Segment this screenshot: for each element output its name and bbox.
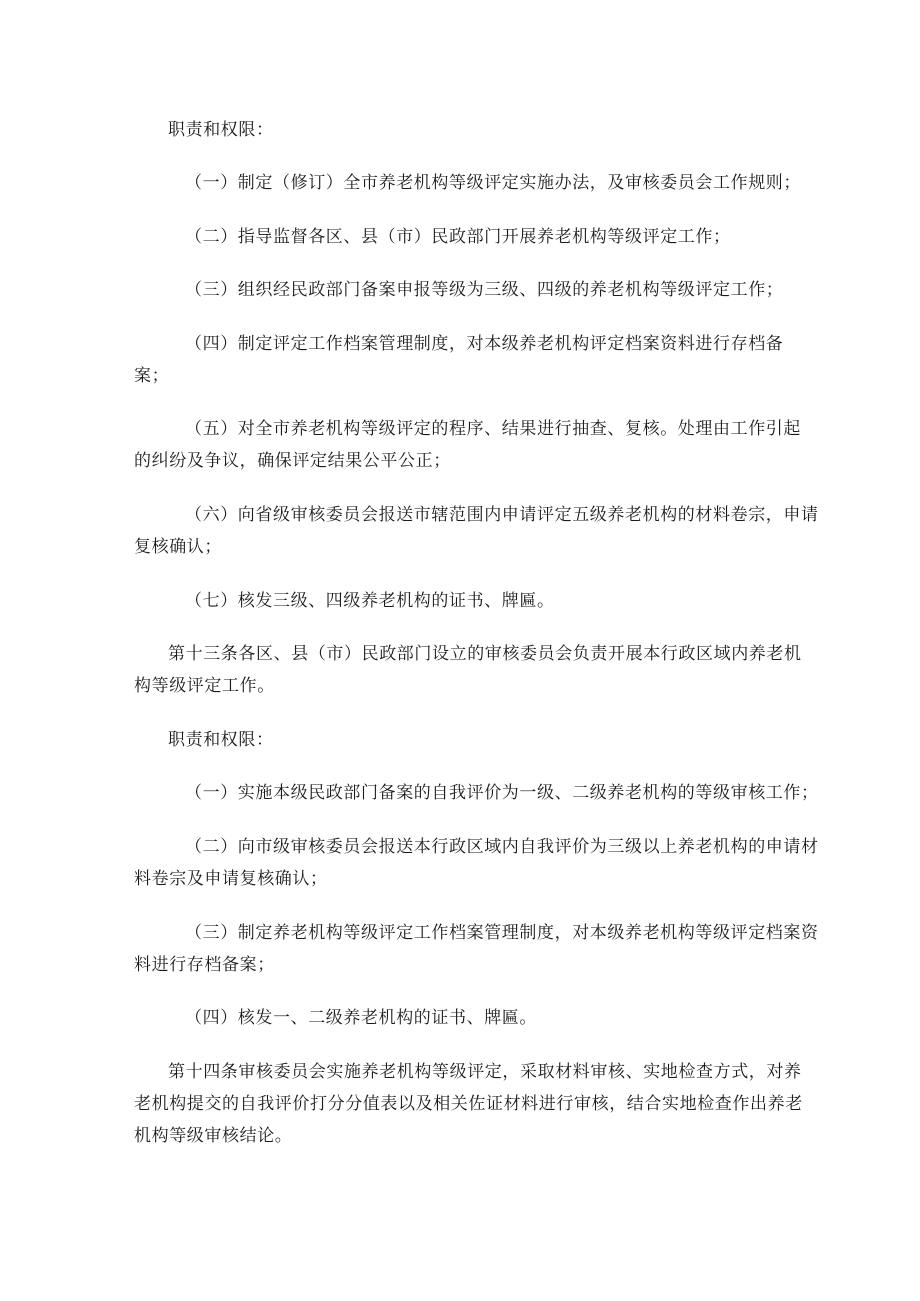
text-line: 职责和权限： [168, 120, 274, 140]
text-line: （一）制定（修订）全市养老机构等级评定实施办法，及审核委员会工作规则； [185, 173, 801, 193]
text-line: 第十三条各区、县（市）民政部门设立的审核委员会负责开展本行政区域内养老机 [168, 644, 802, 664]
text-line: （四）核发一、二级养老机构的证书、牌匾。 [185, 1008, 537, 1028]
text-line: 案； [134, 366, 170, 386]
text-line: 的纠纷及争议，确保评定结果公平公正； [134, 451, 451, 471]
text-line: 第十四条审核委员会实施养老机构等级评定，采取材料审核、实地检查方式，对养 [168, 1062, 802, 1082]
text-line: 料进行存档备案； [134, 955, 275, 975]
text-line: （三）组织经民政部门备案申报等级为三级、四级的养老机构等级评定工作； [185, 280, 784, 300]
text-line: （五）对全市养老机构等级评定的程序、结果进行抽查、复核。处理由工作引起 [185, 419, 801, 439]
text-line: 职责和权限： [168, 730, 274, 750]
text-line: （一）实施本级民政部门备案的自我评价为一级、二级养老机构的等级审核工作； [185, 783, 819, 803]
text-line: 机构等级审核结论。 [134, 1126, 293, 1146]
text-line: （六）向省级审核委员会报送市辖范围内申请评定五级养老机构的材料卷宗，申请 [185, 505, 819, 525]
text-line: （二）指导监督各区、县（市）民政部门开展养老机构等级评定工作； [185, 227, 731, 247]
text-line: （七）核发三级、四级养老机构的证书、牌匾。 [185, 591, 555, 611]
text-line: 老机构提交的自我评价打分分值表以及相关佐证材料进行审核，结合实地检查作出养老 [134, 1094, 803, 1114]
text-line: （二）向市级审核委员会报送本行政区域内自我评价为三级以上养老机构的申请材 [185, 837, 819, 857]
text-line: 料卷宗及申请复核确认； [134, 869, 328, 889]
text-line: （四）制定评定工作档案管理制度，对本级养老机构评定档案资料进行存档备 [185, 334, 784, 354]
text-line: 复核确认； [134, 537, 222, 557]
text-line: （三）制定养老机构等级评定工作档案管理制度，对本级养老机构等级评定档案资 [185, 923, 819, 943]
text-line: 构等级评定工作。 [134, 676, 275, 696]
